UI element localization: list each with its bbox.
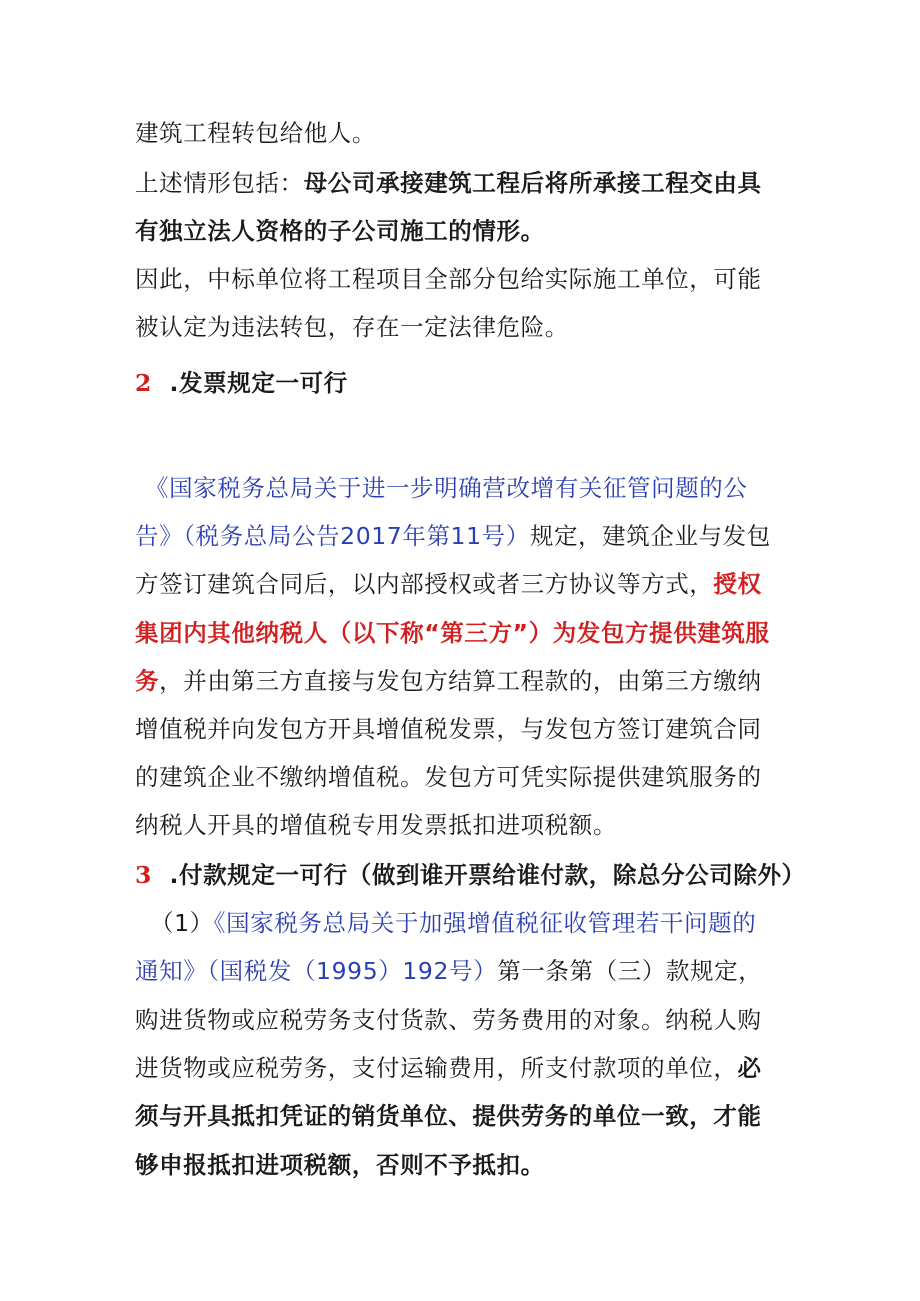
paragraph-line (135, 712, 762, 746)
paragraph-line (135, 310, 569, 344)
paragraph-line (135, 519, 771, 553)
paragraph-line (135, 1051, 762, 1085)
bold-text: 须与开具抵扣凭证的销货单位、提供劳务的单位一致，才能 (135, 1102, 762, 1130)
red-emphasis: 授权 (713, 570, 762, 598)
bold-text: 够申报抵扣进项税额，否则不予抵扣。 (135, 1151, 545, 1179)
section-title: .付款规定一可行（做到谁开票给谁付款，除总分公司除外） (169, 861, 806, 889)
paragraph-line (135, 760, 762, 794)
paragraph-line (135, 1099, 762, 1133)
section-number: 2 (135, 369, 152, 397)
paragraph-line (135, 1003, 762, 1037)
bold-text: 母公司承接建筑工程后将所承接工程交由具 (303, 169, 762, 197)
text: 纳税人开具的增值税专用发票抵扣进项税额。 (135, 811, 617, 839)
paragraph-line (135, 616, 770, 650)
text: 规定，建筑企业与发包 (529, 522, 771, 550)
text: 建筑工程转包给他人。 (135, 119, 376, 147)
citation-link[interactable]: 《国家税务总局关于加强增值税征收管理若干问题的 (213, 909, 757, 937)
text: 被认定为违法转包，存在一定法律危险。 (135, 313, 569, 341)
text: ，并由第三方直接与发包方结算工程款的，由第三方缴纳 (159, 667, 762, 695)
red-emphasis: 集团内其他纳税人（以下称“第三方”）为发包方提供建筑服 (135, 619, 770, 647)
citation-link[interactable]: 通知》（国税发（1995）192号） (135, 957, 498, 985)
paragraph-line (135, 567, 762, 601)
bold-text: 有独立法人资格的子公司施工的情形。 (135, 217, 545, 245)
paragraph-line (135, 166, 762, 200)
paragraph-line (135, 954, 762, 988)
text: 的建筑企业不缴纳增值税。发包方可凭实际提供建筑服务的 (135, 763, 762, 791)
section-number: 3 (135, 861, 152, 889)
paragraph-line (135, 664, 762, 698)
paragraph-line (135, 214, 545, 248)
text: 上述情形包括： (135, 169, 304, 197)
paragraph-line (150, 906, 756, 940)
text: 增值税并向发包方开具增值税发票，与发包方签订建筑合同 (135, 715, 762, 743)
text: 进货物或应税劳务，支付运输费用，所支付款项的单位， (135, 1054, 738, 1082)
text: 因此，中标单位将工程项目全部分包给实际施工单位，可能 (135, 265, 762, 293)
section-title: .发票规定一可行 (169, 369, 348, 397)
text: 方签订建筑合同后，以内部授权或者三方协议等方式， (135, 570, 714, 598)
citation-link[interactable]: 《国家税务总局关于进一步明确营改增有关征管问题的公 (145, 474, 748, 502)
bold-text: 必 (737, 1054, 762, 1082)
text: 购进货物或应税劳务支付货款、劳务费用的对象。纳税人购 (135, 1006, 762, 1034)
section-heading-2 (135, 366, 348, 400)
text: 第一条第（三）款规定， (497, 957, 763, 985)
paragraph-line (135, 262, 762, 296)
paragraph-line (145, 471, 748, 505)
paragraph-line (135, 808, 617, 842)
red-emphasis: 务 (135, 667, 160, 695)
paragraph-line (135, 1148, 545, 1182)
citation-link[interactable]: 告》（税务总局公告2017年第11号） (135, 522, 530, 550)
paragraph-line (135, 116, 376, 150)
text: （1） (150, 909, 214, 937)
section-heading-3 (135, 858, 806, 892)
